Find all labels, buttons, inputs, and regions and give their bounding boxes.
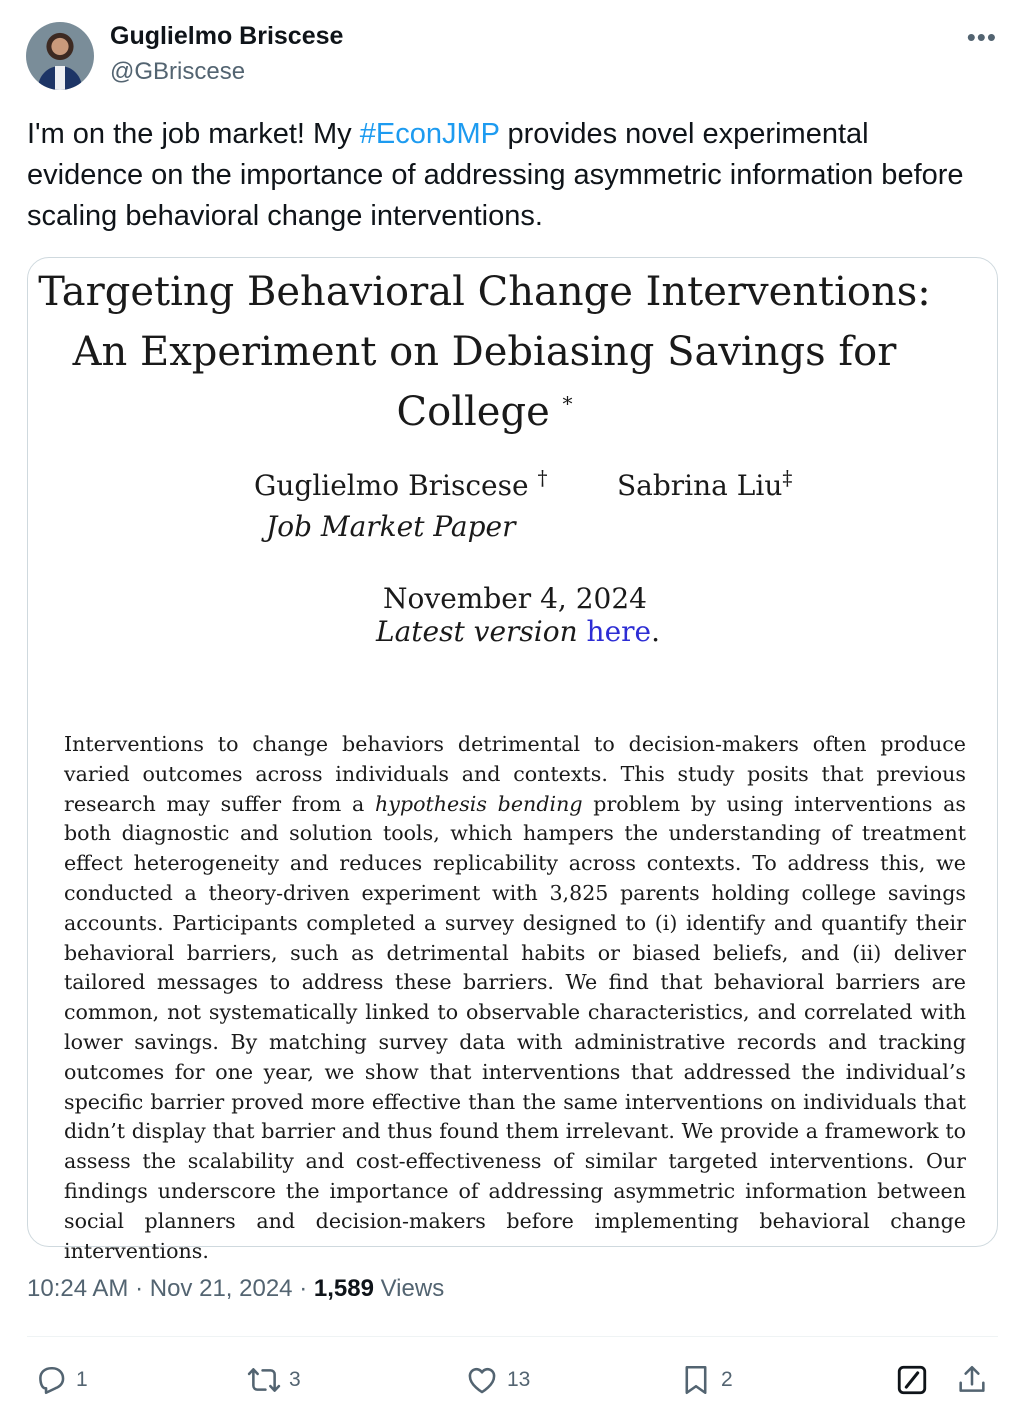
share-button[interactable] xyxy=(955,1360,997,1400)
divider xyxy=(27,1336,998,1337)
repost-button[interactable] xyxy=(247,1360,301,1400)
more-icon[interactable]: ••• xyxy=(966,22,997,52)
tweet-text-before: I'm on the job market! My xyxy=(27,118,360,150)
paper-label: Job Market Paper xyxy=(266,510,516,543)
paper-version-text: Latest version xyxy=(376,615,578,648)
paper-author-2-name: Sabrina Liu xyxy=(617,469,783,502)
paper-title-line2-text: An Experiment on Debiasing Savings for College xyxy=(72,329,897,435)
tweet-text-after: provides novel experimental evidence on the importance of addressing asymmetric information before scaling behavioral change interventions. xyxy=(27,118,964,232)
paper-date: November 4, 2024 xyxy=(383,582,647,615)
paper-abstract-part2: problem by using interventions as both diagnostic and solution tools, which hampers the understanding of treatment effect heterogeneity and reduces replicability across contexts. To address this, we conducted a theory-driven experiment with 3,825 parents holding college savings accounts. Participants completed a survey designed to (i) identify and quantify their behavioral barriers, such as detrimental habits or biased beliefs, and (ii) deliver tailored messages to address these barriers. We find that behavioral barriers are common, not systematically linked to observable characteristics, and correlated with lower savings. By matching survey data with administrative records and tracking outcomes for one year, we show that interventions that addressed the individual’s specific barrier proved more effective than the same interventions on individuals that didn’t display that barrier and thus found them irrelevant. We provide a framework to assess the scalability and cost-effectiveness of similar targeted interventions. Our findings underscore the importance of addressing asymmetric information between social planners and decision-makers before implementing behavioral change interventions. xyxy=(64,791,966,1263)
paper-title-line2 xyxy=(0,322,969,442)
reply-icon xyxy=(34,1363,68,1397)
paper-version-link: here xyxy=(586,615,652,648)
paper-author-2 xyxy=(617,465,793,502)
paper-author-2-mark: ‡ xyxy=(782,465,793,490)
like-count: 13 xyxy=(507,1368,531,1391)
user-handle[interactable]: @GBriscese xyxy=(110,58,246,85)
grok-button[interactable] xyxy=(895,1360,937,1400)
paper-title-mark: * xyxy=(562,391,573,416)
hashtag-link[interactable]: #EconJMP xyxy=(359,118,500,150)
paper-author-1-name: Guglielmo Briscese xyxy=(254,469,529,502)
views-count: 1,589 xyxy=(313,1275,374,1302)
meta-separator: · xyxy=(135,1275,144,1302)
tweet-text xyxy=(27,114,987,237)
paper-version xyxy=(0,615,1025,648)
paper-abstract xyxy=(64,730,966,1266)
bookmark-button[interactable] xyxy=(679,1360,733,1400)
paper-version-period: . xyxy=(651,615,660,648)
bookmark-icon xyxy=(679,1363,713,1397)
paper-abstract-emphasis: hypothesis bending xyxy=(375,791,583,816)
avatar[interactable] xyxy=(26,22,94,90)
paper-abstract-part1: Interventions to change behaviors detrimental to decision-makers often produce varied outcomes across individuals and contexts. This study posits that previous research may suffer from a xyxy=(64,732,966,816)
views-label: Views xyxy=(380,1275,445,1302)
tweet-meta xyxy=(27,1275,444,1303)
repost-count: 3 xyxy=(289,1368,301,1391)
bookmark-count: 2 xyxy=(721,1368,733,1391)
paper-author-1 xyxy=(254,465,548,502)
reply-count: 1 xyxy=(76,1368,88,1391)
tweet-time[interactable]: 10:24 AM xyxy=(27,1275,129,1302)
reply-button[interactable] xyxy=(34,1360,88,1400)
tweet-date[interactable]: Nov 21, 2024 xyxy=(149,1275,293,1302)
meta-separator: · xyxy=(299,1275,308,1302)
grok-icon xyxy=(895,1363,929,1397)
share-icon xyxy=(955,1363,989,1397)
paper-author-1-mark: † xyxy=(537,465,548,490)
paper-title-line1: Targeting Behavioral Change Interventions: xyxy=(38,269,931,315)
display-name[interactable]: Guglielmo Briscese xyxy=(110,22,344,50)
like-button[interactable] xyxy=(465,1360,530,1400)
like-icon xyxy=(465,1363,499,1397)
avatar-shirt xyxy=(55,66,65,90)
repost-icon xyxy=(247,1363,281,1397)
